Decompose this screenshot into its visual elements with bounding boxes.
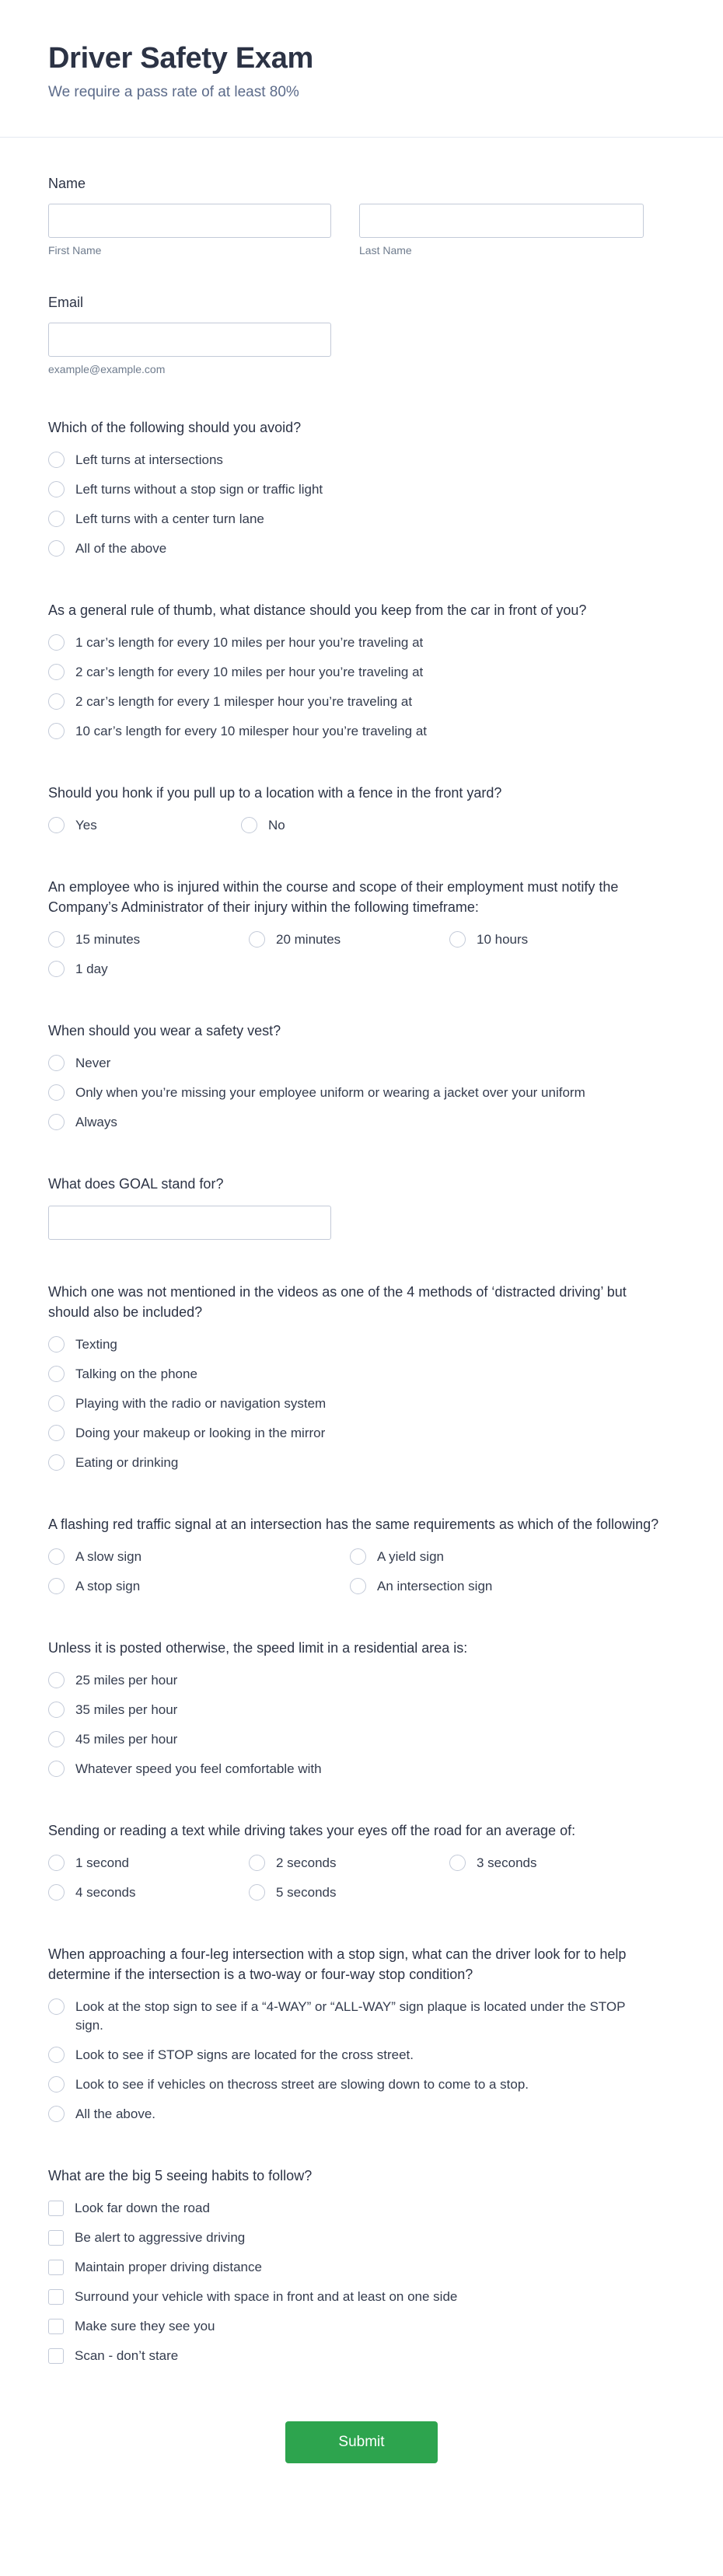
option-label[interactable]: 10 hours — [477, 932, 529, 947]
question-block — [0, 783, 723, 835]
option-label[interactable]: All of the above — [75, 541, 167, 556]
radio-icon[interactable] — [48, 817, 65, 833]
checkbox-option[interactable] — [48, 2288, 673, 2306]
radio-icon[interactable] — [48, 1731, 65, 1747]
first-name-input[interactable] — [48, 204, 331, 238]
option-label[interactable]: Look far down the road — [75, 2201, 210, 2215]
option-label[interactable]: Make sure they see you — [75, 2319, 215, 2333]
radio-option[interactable] — [48, 1730, 673, 1749]
options — [48, 1548, 673, 1596]
option-label[interactable]: Only when you’re missing your employee uniform or wearing a jacket over your uniform — [75, 1085, 585, 1100]
question-label: Unless it is posted otherwise, the speed limit in a residential area is: — [48, 1640, 468, 1656]
option-label[interactable]: 4 seconds — [75, 1885, 136, 1900]
options — [48, 1335, 673, 1472]
question-block — [0, 600, 723, 741]
option-label[interactable]: 35 miles per hour — [75, 1702, 178, 1717]
checkbox-icon[interactable] — [48, 2230, 64, 2246]
name-field-block — [0, 173, 723, 257]
checkbox-icon[interactable] — [48, 2260, 64, 2275]
question-label: Which one was not mentioned in the videos as one of the 4 methods of ‘distracted driving’ but should also be included? — [48, 1284, 627, 1320]
radio-option[interactable] — [48, 1454, 673, 1472]
options — [48, 1998, 673, 2124]
radio-option[interactable] — [48, 1760, 673, 1778]
question-block — [0, 417, 723, 558]
radio-option[interactable] — [48, 510, 673, 529]
option-label[interactable]: Always — [75, 1115, 117, 1129]
question-block — [0, 1282, 723, 1472]
option-label[interactable]: Doing your makeup or looking in the mirror — [75, 1426, 326, 1440]
radio-option[interactable] — [48, 480, 673, 499]
radio-option[interactable] — [48, 1577, 350, 1596]
option-label[interactable]: 1 second — [75, 1855, 129, 1870]
option-label[interactable]: Talking on the phone — [75, 1367, 197, 1381]
question-block — [0, 1944, 723, 2124]
radio-icon[interactable] — [350, 1548, 366, 1565]
radio-icon[interactable] — [449, 1855, 466, 1871]
last-name-input[interactable] — [359, 204, 644, 238]
checkbox-option[interactable] — [48, 2347, 673, 2365]
form-title: Driver Safety Exam — [48, 42, 314, 75]
radio-icon[interactable] — [48, 2047, 65, 2063]
radio-icon[interactable] — [48, 1055, 65, 1071]
radio-option[interactable] — [48, 1548, 350, 1566]
radio-option[interactable] — [48, 1701, 673, 1719]
radio-option[interactable] — [48, 1054, 673, 1073]
radio-option[interactable] — [48, 1365, 673, 1384]
first-name-subfield — [48, 204, 331, 257]
option-label[interactable]: 2 seconds — [276, 1855, 337, 1870]
option-label[interactable]: A slow sign — [75, 1549, 142, 1564]
options — [48, 930, 673, 979]
name-label: Name — [48, 176, 86, 191]
question-label: What does GOAL stand for? — [48, 1176, 224, 1192]
options — [48, 1054, 673, 1132]
option-label[interactable]: 5 seconds — [276, 1885, 337, 1900]
question-block — [0, 1638, 723, 1778]
checkbox-option[interactable] — [48, 2317, 673, 2336]
radio-icon[interactable] — [48, 1366, 65, 1382]
option-label[interactable]: 15 minutes — [75, 932, 141, 947]
radio-option[interactable] — [48, 1394, 673, 1413]
email-input[interactable] — [48, 323, 331, 357]
form-header — [0, 0, 723, 137]
email-sublabel: example@example.com — [48, 363, 166, 375]
option-label[interactable]: 3 seconds — [477, 1855, 537, 1870]
option-label[interactable]: Eating or drinking — [75, 1455, 179, 1470]
option-label[interactable]: Left turns without a stop sign or traffic light — [75, 482, 323, 497]
radio-icon[interactable] — [48, 1855, 65, 1871]
radio-option[interactable] — [241, 816, 673, 835]
options — [48, 2199, 673, 2365]
question-block — [0, 1514, 723, 1596]
last-name-sublabel: Last Name — [359, 244, 412, 257]
option-label[interactable]: 45 miles per hour — [75, 1732, 178, 1747]
radio-icon[interactable] — [48, 1761, 65, 1777]
radio-icon[interactable] — [48, 723, 65, 739]
radio-icon[interactable] — [48, 1395, 65, 1412]
radio-icon[interactable] — [48, 1578, 65, 1594]
question-label: Sending or reading a text while driving takes your eyes off the road for an average of: — [48, 1823, 576, 1838]
radio-option[interactable] — [48, 1998, 673, 2035]
radio-option[interactable] — [249, 930, 449, 949]
radio-icon[interactable] — [249, 931, 265, 948]
radio-icon[interactable] — [350, 1578, 366, 1594]
options — [48, 634, 673, 741]
radio-option[interactable] — [249, 1883, 449, 1902]
options — [48, 1854, 673, 1902]
questions — [0, 417, 723, 2365]
option-label[interactable]: Look to see if vehicles on thecross street are slowing down to come to a stop. — [75, 2077, 529, 2092]
question-label: Should you honk if you pull up to a location with a fence in the front yard? — [48, 785, 502, 801]
radio-icon[interactable] — [48, 1084, 65, 1101]
option-label[interactable]: A yield sign — [377, 1549, 444, 1564]
options — [48, 1671, 673, 1778]
option-label[interactable]: 1 day — [75, 962, 108, 976]
radio-icon[interactable] — [48, 481, 65, 497]
header-divider — [0, 137, 723, 138]
radio-option[interactable] — [48, 539, 673, 558]
radio-option[interactable] — [48, 1883, 249, 1902]
radio-option[interactable] — [48, 816, 241, 835]
option-label[interactable]: A stop sign — [75, 1579, 141, 1593]
checkbox-option[interactable] — [48, 2229, 673, 2247]
options — [48, 451, 673, 558]
radio-option[interactable] — [48, 693, 673, 711]
option-label[interactable]: Surround your vehicle with space in front and at least on one side — [75, 2289, 458, 2304]
radio-icon[interactable] — [48, 961, 65, 977]
question-label: What are the big 5 seeing habits to follow? — [48, 2168, 313, 2183]
last-name-subfield — [359, 204, 644, 257]
question-block — [0, 877, 723, 979]
radio-option[interactable] — [48, 1671, 673, 1690]
radio-option[interactable] — [48, 1335, 673, 1354]
radio-icon[interactable] — [48, 1425, 65, 1441]
option-label[interactable]: 1 car’s length for every 10 miles per hour you’re traveling at — [75, 635, 424, 650]
checkbox-icon[interactable] — [48, 2319, 64, 2334]
radio-option[interactable] — [48, 722, 673, 741]
radio-icon[interactable] — [48, 931, 65, 948]
radio-option[interactable] — [48, 663, 673, 682]
radio-icon[interactable] — [48, 2076, 65, 2093]
radio-icon[interactable] — [48, 634, 65, 651]
radio-icon[interactable] — [48, 540, 65, 557]
question-label: A flashing red traffic signal at an intersection has the same requirements as which of the following? — [48, 1517, 659, 1532]
question-block — [0, 2166, 723, 2365]
radio-option[interactable] — [350, 1548, 673, 1566]
radio-option[interactable] — [48, 1113, 673, 1132]
option-label[interactable]: All the above. — [75, 2107, 156, 2121]
radio-icon[interactable] — [249, 1884, 265, 1901]
name-inputs-row — [48, 204, 673, 257]
question-block — [0, 1820, 723, 1902]
radio-option[interactable] — [48, 2046, 673, 2065]
option-label[interactable]: Yes — [75, 818, 97, 832]
radio-option[interactable] — [48, 451, 673, 469]
option-label[interactable]: Look to see if STOP signs are located for the cross street. — [75, 2047, 414, 2062]
question-label: As a general rule of thumb, what distance should you keep from the car in front of you? — [48, 602, 587, 618]
radio-icon[interactable] — [48, 511, 65, 527]
option-label[interactable]: Scan - don’t stare — [75, 2348, 179, 2363]
option-label[interactable]: Whatever speed you feel comfortable with — [75, 1761, 322, 1776]
email-field-block — [0, 292, 723, 375]
option-label[interactable]: An intersection sign — [377, 1579, 493, 1593]
option-label[interactable]: 20 minutes — [276, 932, 341, 947]
option-label[interactable]: Be alert to aggressive driving — [75, 2230, 246, 2245]
radio-icon[interactable] — [48, 452, 65, 468]
radio-icon[interactable] — [48, 693, 65, 710]
option-label[interactable]: Playing with the radio or navigation system — [75, 1396, 327, 1411]
question-label: When should you wear a safety vest? — [48, 1023, 281, 1038]
form-subtitle: We require a pass rate of at least 80% — [48, 84, 299, 100]
radio-option[interactable] — [48, 1854, 249, 1873]
radio-icon[interactable] — [48, 664, 65, 680]
option-label[interactable]: 2 car’s length for every 10 miles per hour you’re traveling at — [75, 665, 424, 679]
radio-option[interactable] — [48, 1084, 673, 1102]
options — [48, 816, 673, 835]
radio-option[interactable] — [48, 2075, 673, 2094]
radio-icon[interactable] — [241, 817, 257, 833]
question-label: Which of the following should you avoid? — [48, 420, 302, 435]
email-label: Email — [48, 295, 84, 310]
submit-row — [0, 2421, 723, 2572]
question-text-input[interactable] — [48, 1206, 331, 1240]
radio-option[interactable] — [48, 930, 249, 949]
radio-icon[interactable] — [48, 1672, 65, 1688]
checkbox-icon[interactable] — [48, 2289, 64, 2305]
radio-option[interactable] — [48, 634, 673, 652]
radio-icon[interactable] — [48, 1548, 65, 1565]
radio-icon[interactable] — [48, 1454, 65, 1471]
radio-option[interactable] — [449, 930, 673, 949]
submit-button[interactable]: Submit — [285, 2421, 438, 2463]
radio-icon[interactable] — [48, 1884, 65, 1901]
radio-option[interactable] — [48, 960, 249, 979]
option-label[interactable]: Texting — [75, 1337, 117, 1352]
radio-option[interactable] — [350, 1577, 673, 1596]
radio-icon[interactable] — [48, 2106, 65, 2122]
checkbox-icon[interactable] — [48, 2348, 64, 2364]
radio-option[interactable] — [249, 1854, 449, 1873]
question-label: An employee who is injured within the course and scope of their employment must notify the Company’s Administrator of their injury within the following timeframe: — [48, 879, 619, 915]
question-label: When approaching a four-leg intersection with a stop sign, what can the driver look for to help determine if the intersection is a two-way or four-way stop condition? — [48, 1946, 627, 1982]
radio-option[interactable] — [48, 1424, 673, 1443]
radio-option[interactable] — [48, 2105, 673, 2124]
radio-icon[interactable] — [249, 1855, 265, 1871]
radio-icon[interactable] — [48, 1702, 65, 1718]
checkbox-option[interactable] — [48, 2199, 673, 2218]
question-block — [0, 1174, 723, 1240]
question-block — [0, 1021, 723, 1132]
option-label[interactable]: 2 car’s length for every 1 milesper hour you’re traveling at — [75, 694, 413, 709]
option-label[interactable]: Maintain proper driving distance — [75, 2260, 262, 2274]
option-label[interactable]: Never — [75, 1056, 111, 1070]
first-name-sublabel: First Name — [48, 244, 102, 257]
checkbox-icon[interactable] — [48, 2201, 64, 2216]
option-label[interactable]: No — [268, 818, 285, 832]
radio-icon[interactable] — [449, 931, 466, 948]
radio-icon[interactable] — [48, 1998, 65, 2015]
radio-option[interactable] — [449, 1854, 673, 1873]
option-label[interactable]: 25 miles per hour — [75, 1673, 178, 1688]
option-label[interactable]: Left turns with a center turn lane — [75, 511, 264, 526]
option-label[interactable]: Look at the stop sign to see if a “4-WAY” or “ALL-WAY” sign plaque is located under the STOP sign. — [75, 1999, 626, 2033]
checkbox-option[interactable] — [48, 2258, 673, 2277]
radio-icon[interactable] — [48, 1336, 65, 1353]
option-label[interactable]: Left turns at intersections — [75, 452, 223, 467]
option-label[interactable]: 10 car’s length for every 10 milesper hour you’re traveling at — [75, 724, 427, 738]
radio-icon[interactable] — [48, 1114, 65, 1130]
